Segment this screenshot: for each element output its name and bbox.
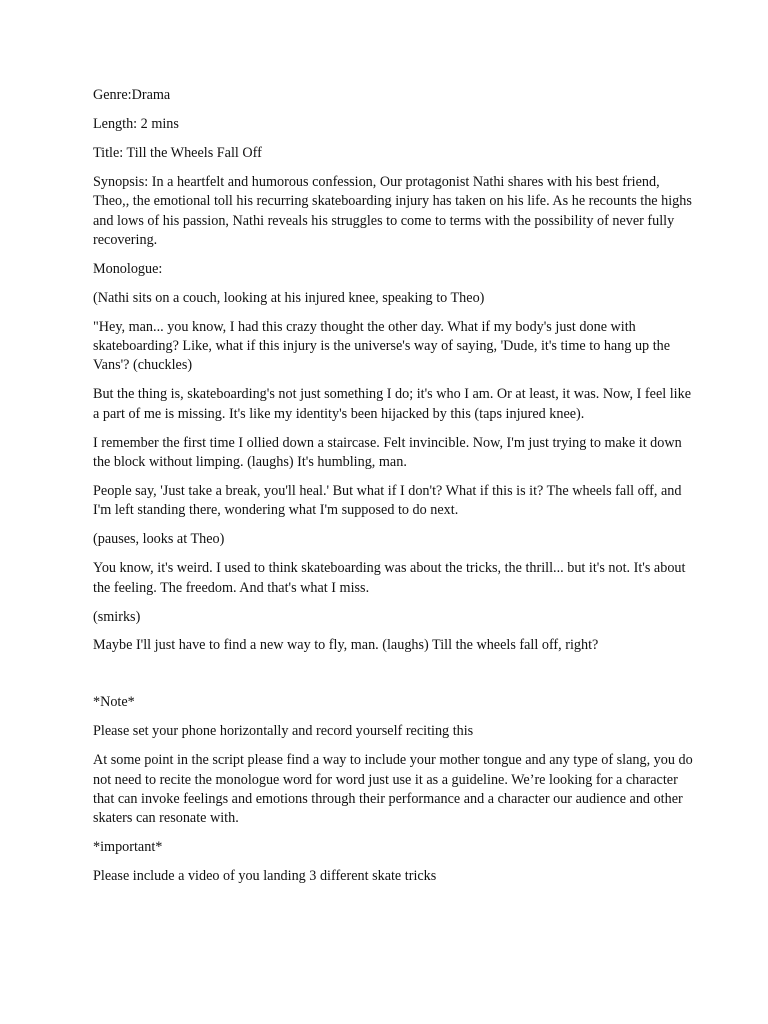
note-line: Please set your phone horizontally and record yourself reciting this [93, 723, 474, 740]
important-text: Please include a video of you landing 3 different skate tricks [93, 868, 437, 885]
stage-direction: (smirks) [93, 608, 141, 625]
stage-direction: (pauses, looks at Theo) [93, 531, 225, 548]
monologue-paragraph: You know, it's weird. I used to think skateboarding was about the tricks, the thrill... but it's not. It's about the feeling. The freedom. And that's what I miss. [93, 560, 686, 596]
monologue-paragraph: People say, 'Just take a break, you'll heal.' But what if I don't? What if this is it? The wheels fall off, and I'm left standing there, wondering what I'm supposed to do next. [93, 483, 682, 519]
important-heading: *important* [93, 839, 163, 856]
title-line: Title: Till the Wheels Fall Off [93, 144, 262, 161]
monologue-paragraph: But the thing is, skateboarding's not just something I do; it's who I am. Or at least, it was. Now, I feel like a part of me is missing. It's like my identity's been hijacked by this (taps injured knee). [93, 386, 692, 422]
monologue-heading: Monologue: [93, 260, 163, 277]
monologue-paragraph: "Hey, man... you know, I had this crazy thought the other day. What if my body's just done with skateboarding? Like, what if this injury is the universe's way of saying, 'Dude, it's time to hang up the Vans'? (chuckles) [93, 318, 671, 374]
spacer [93, 665, 693, 693]
document-page [93, 86, 693, 896]
genre-line: Genre:Drama [93, 87, 171, 103]
synopsis-paragraph: Synopsis: In a heartfelt and humorous confession, Our protagonist Nathi shares with his best friend, Theo,, the emotional toll his recurring skateboarding injury has taken on his life. As he recounts the highs and lows of his passion, Nathi reveals his struggles to come to terms with the possibility of never fully recovering. [93, 173, 692, 248]
monologue-paragraph: Maybe I'll just have to find a new way to fly, man. (laughs) Till the wheels fall off, right? [93, 637, 599, 654]
length-line: Length: 2 mins [93, 115, 179, 132]
stage-direction: (Nathi sits on a couch, looking at his injured knee, speaking to Theo) [93, 289, 485, 306]
note-heading: *Note* [93, 694, 135, 711]
note-line: At some point in the script please find a way to include your mother tongue and any type of slang, you do not need to recite the monologue word for word just use it as a guideline. We’re looking for a character that can invoke feelings and emotions through their performance and a character our audience and other skaters can resonate with. [93, 752, 693, 827]
monologue-paragraph: I remember the first time I ollied down a staircase. Felt invincible. Now, I'm just trying to make it down the block without limping. (laughs) It's humbling, man. [93, 434, 682, 471]
